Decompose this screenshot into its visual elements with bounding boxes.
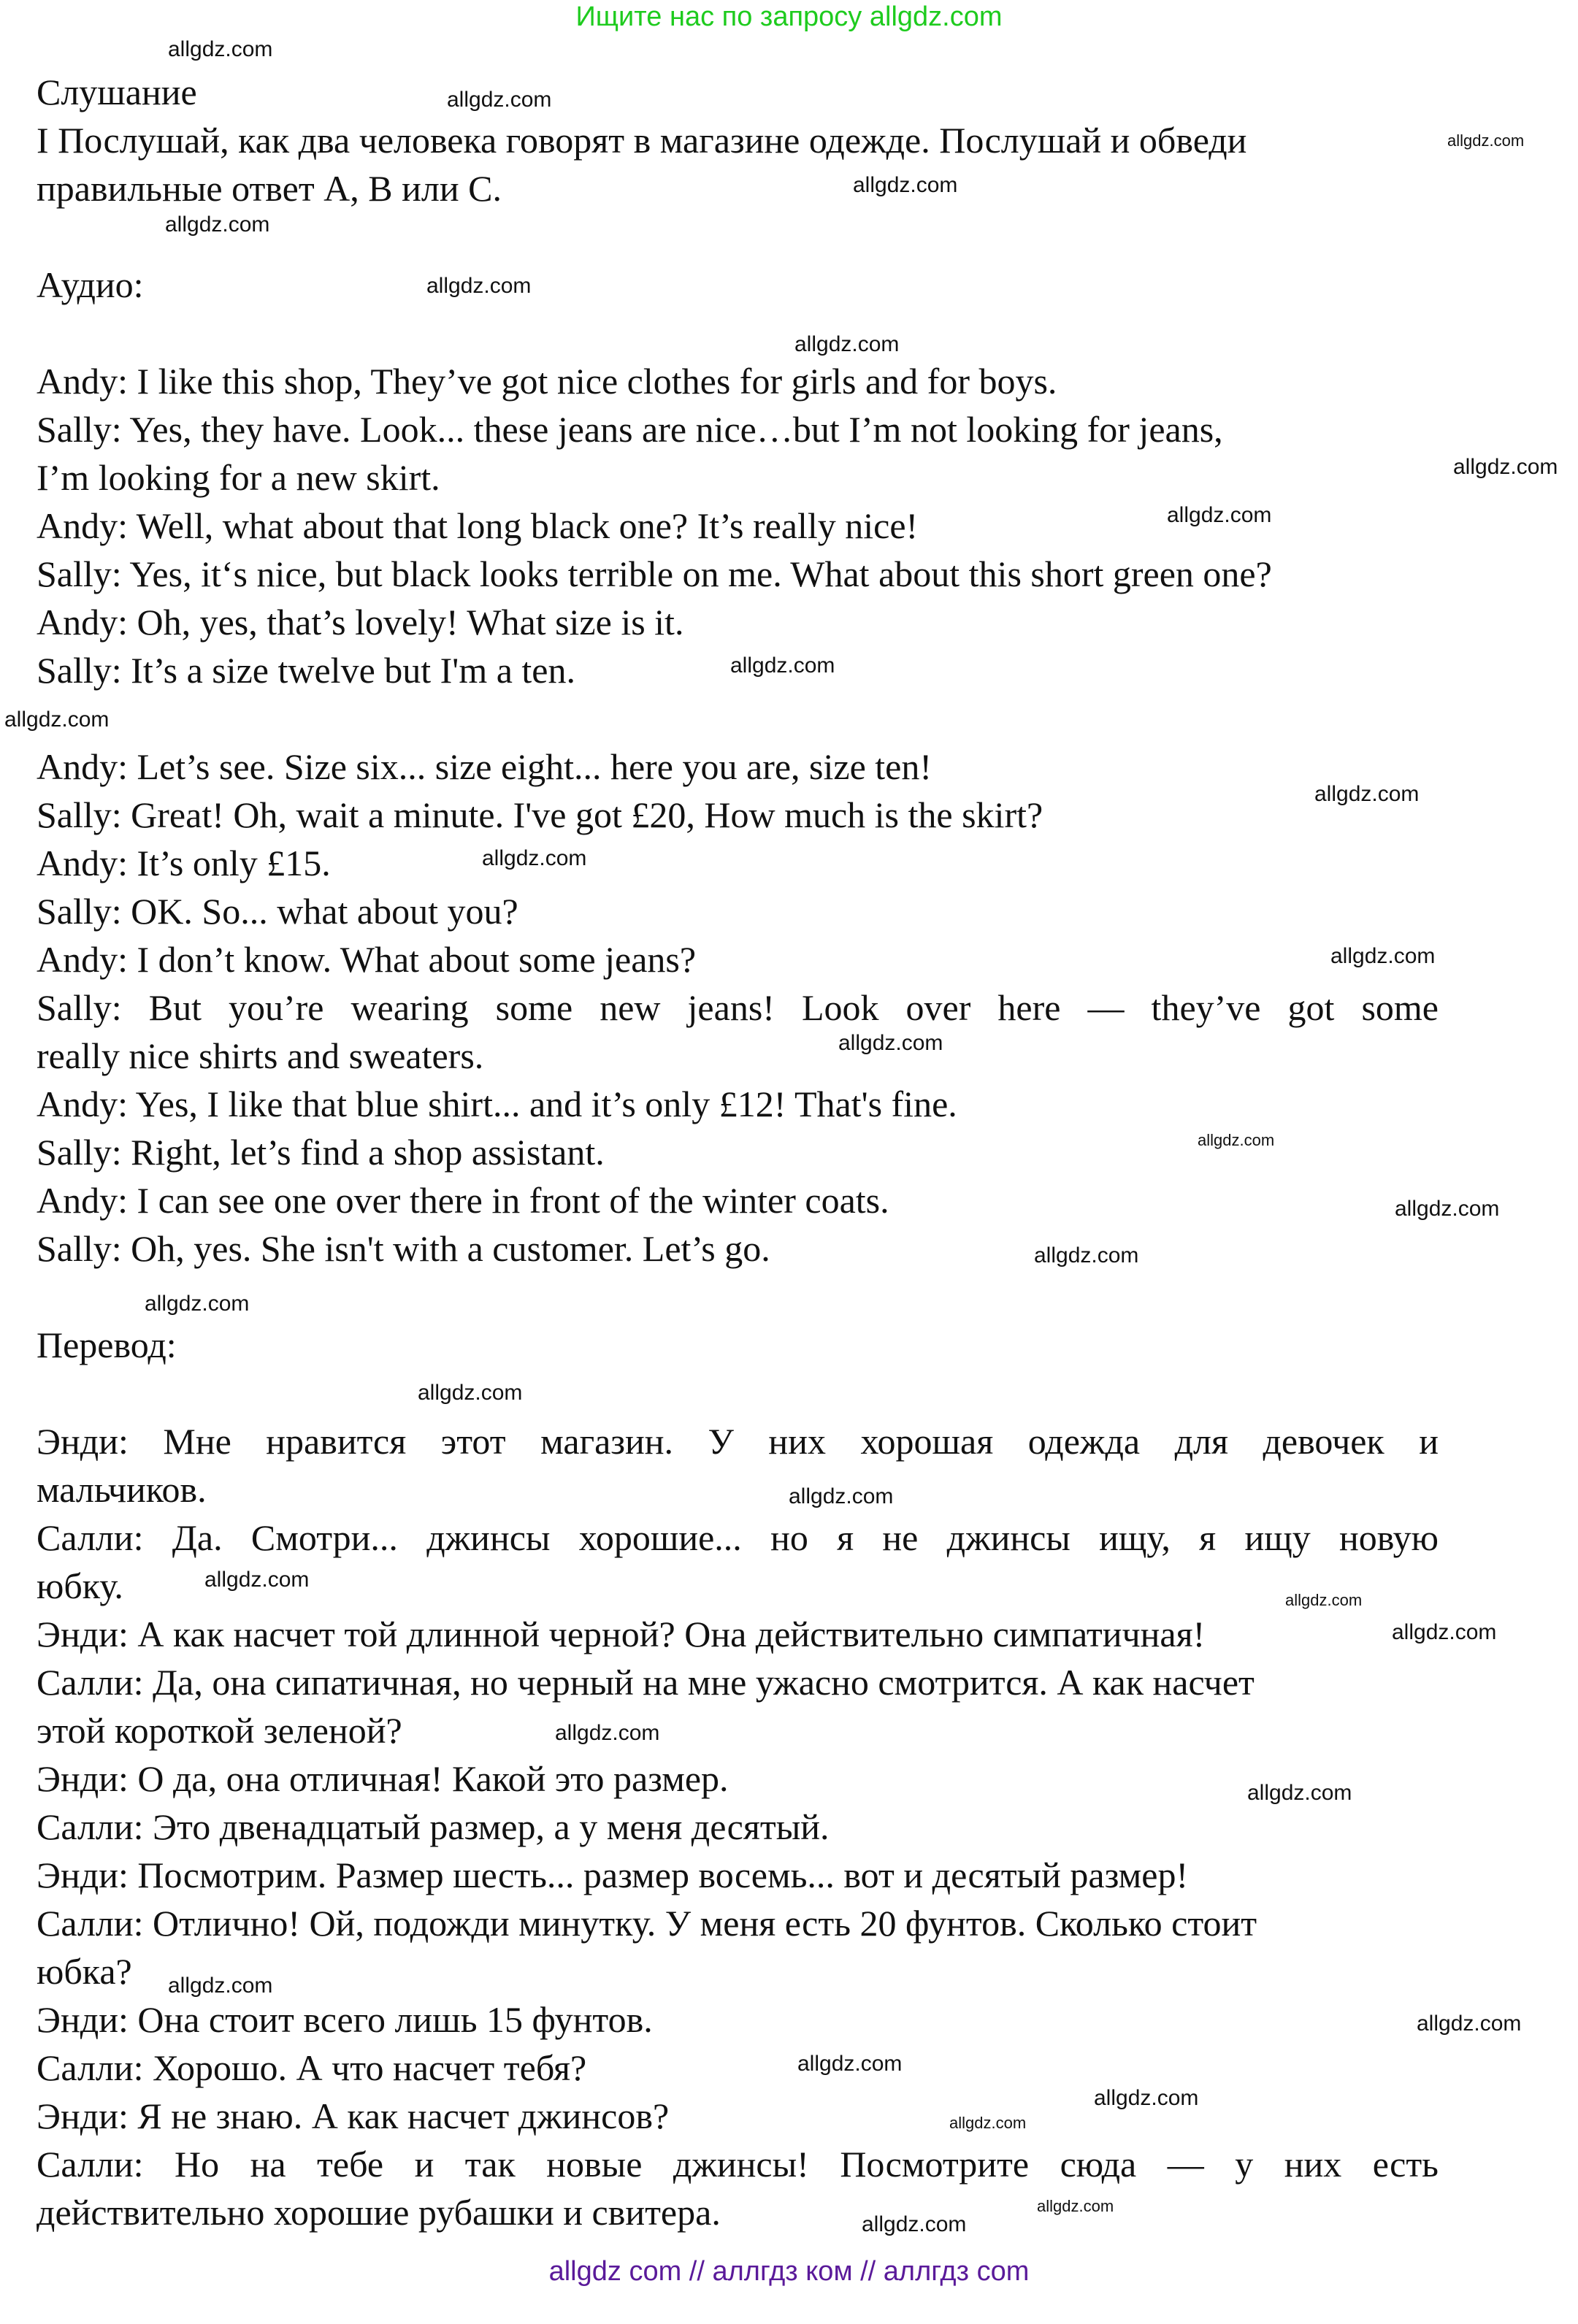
watermark: allgdz.com bbox=[1285, 1591, 1363, 1609]
text-line: Энди: Мне нравится этот магазин. У них хорошая одежда для девочек и bbox=[37, 1421, 1439, 1462]
document-body bbox=[37, 68, 1439, 2236]
text-row bbox=[37, 1851, 1439, 1899]
watermark: allgdz.com bbox=[204, 1568, 310, 1592]
text-line: I’m looking for a new skirt. bbox=[37, 457, 440, 498]
text-line: Салли: Хорошо. А что насчет тебя? bbox=[37, 2047, 587, 2088]
text-row bbox=[37, 357, 1439, 405]
text-line: Перевод: bbox=[37, 1324, 177, 1365]
text-row bbox=[37, 68, 1439, 116]
text-line: really nice shirts and sweaters. bbox=[37, 1035, 484, 1076]
text-line: Энди: Она стоит всего лишь 15 фунтов. bbox=[37, 1999, 653, 2040]
watermark: allgdz.com bbox=[1392, 1620, 1497, 1644]
text-line: Sally: Great! Oh, wait a minute. I've got £20, How much is the skirt? bbox=[37, 794, 1043, 835]
text-line: I Послушай, как два человека говорят в магазине одежде. Послушай и обведи bbox=[37, 120, 1247, 161]
watermark: allgdz.com bbox=[1034, 1243, 1139, 1268]
text-line: Sally: Right, let’s find a shop assistant. bbox=[37, 1132, 605, 1173]
text-row bbox=[37, 983, 1439, 1032]
blank-line bbox=[37, 1369, 1439, 1417]
text-line: Энди: О да, она отличная! Какой это размер. bbox=[37, 1758, 729, 1799]
text-line: Andy: I like this shop, They’ve got nice clothes for girls and for boys. bbox=[37, 361, 1057, 402]
text-row bbox=[37, 1465, 1439, 1514]
watermark: allgdz.com bbox=[1167, 503, 1272, 527]
footer-links: allgdz com // аллгдз ком // аллгдз com bbox=[548, 2256, 1030, 2287]
text-row bbox=[37, 935, 1439, 983]
text-line: Andy: I don’t know. What about some jeans? bbox=[37, 939, 697, 980]
text-row bbox=[37, 2092, 1439, 2140]
text-line: Sally: Yes, it‘s nice, but black looks terrible on me. What about this short green one? bbox=[37, 553, 1272, 594]
watermark: allgdz.com bbox=[838, 1031, 943, 1055]
watermark: allgdz.com bbox=[1037, 2197, 1114, 2215]
watermark: allgdz.com bbox=[426, 274, 532, 298]
text-row bbox=[37, 598, 1439, 646]
watermark: allgdz.com bbox=[1447, 131, 1525, 150]
watermark: allgdz.com bbox=[797, 2052, 903, 2076]
text-line: Энди: А как насчет той длинной черной? Она действительно симпатичная! bbox=[37, 1614, 1206, 1654]
watermark: allgdz.com bbox=[1417, 2012, 1522, 2036]
text-line: Sally: Oh, yes. She isn't with a customer. Let’s go. bbox=[37, 1228, 770, 1269]
text-row bbox=[37, 1754, 1439, 1803]
text-line: Энди: Посмотрим. Размер шесть... размер восемь... вот и десятый размер! bbox=[37, 1855, 1189, 1895]
text-line: действительно хорошие рубашки и свитера. bbox=[37, 2192, 721, 2233]
text-line: юбка? bbox=[37, 1951, 132, 1992]
text-row bbox=[37, 1176, 1439, 1224]
watermark: allgdz.com bbox=[555, 1721, 660, 1745]
text-row bbox=[37, 261, 1439, 309]
text-line: Andy: Yes, I like that blue shirt... and it’s only £12! That's fine. bbox=[37, 1084, 957, 1124]
text-line: Слушание bbox=[37, 72, 197, 112]
text-line: Sally: Yes, they have. Look... these jeans are nice…but I’m not looking for jeans, bbox=[37, 409, 1223, 450]
text-line: Andy: I can see one over there in front of the winter coats. bbox=[37, 1180, 889, 1221]
text-line: Andy: Oh, yes, that’s lovely! What size is it. bbox=[37, 602, 684, 643]
text-row bbox=[37, 1032, 1439, 1080]
text-line: Sally: OK. So... what about you? bbox=[37, 891, 518, 932]
watermark: allgdz.com bbox=[853, 173, 958, 197]
watermark: allgdz.com bbox=[1395, 1197, 1500, 1221]
text-line: юбку. bbox=[37, 1565, 123, 1606]
text-line: Sally: It’s a size twelve but I'm a ten. bbox=[37, 650, 575, 691]
text-row bbox=[37, 1417, 1439, 1465]
text-line: мальчиков. bbox=[37, 1469, 207, 1510]
text-row bbox=[37, 1610, 1439, 1658]
text-row bbox=[37, 550, 1439, 598]
text-line: этой короткой зеленой? bbox=[37, 1710, 402, 1751]
watermark: allgdz.com bbox=[145, 1292, 250, 1316]
text-line: Sally: But you’re wearing some new jeans! Look over here — they’ve got some bbox=[37, 987, 1439, 1028]
watermark: allgdz.com bbox=[789, 1484, 894, 1508]
watermark: allgdz.com bbox=[794, 332, 900, 356]
watermark: allgdz.com bbox=[168, 37, 273, 61]
watermark: allgdz.com bbox=[1314, 782, 1420, 806]
search-banner: Ищите нас по запросу allgdz.com bbox=[575, 1, 1003, 32]
text-row bbox=[37, 1514, 1439, 1562]
text-line: Andy: It’s only £15. bbox=[37, 843, 331, 883]
text-line: Andy: Let’s see. Size six... size eight... here you are, size ten! bbox=[37, 746, 932, 787]
watermark: allgdz.com bbox=[4, 707, 110, 732]
watermark: allgdz.com bbox=[1198, 1131, 1275, 1149]
text-line: Andy: Well, what about that long black one? It’s really nice! bbox=[37, 505, 919, 546]
text-row bbox=[37, 2188, 1439, 2236]
watermark: allgdz.com bbox=[949, 2114, 1027, 2132]
text-row bbox=[37, 1803, 1439, 1851]
blank-line bbox=[37, 694, 1439, 743]
text-row bbox=[37, 2044, 1439, 2092]
text-line: правильные ответ A, B или C. bbox=[37, 168, 502, 209]
watermark: allgdz.com bbox=[1094, 2086, 1199, 2110]
text-row bbox=[37, 1080, 1439, 1128]
text-line: Аудио: bbox=[37, 264, 144, 305]
text-line: Салли: Но на тебе и так новые джинсы! Посмотрите сюда — у них есть bbox=[37, 2144, 1439, 2185]
text-line: Салли: Да. Смотри... джинсы хорошие... но я не джинсы ищу, я ищу новую bbox=[37, 1517, 1439, 1558]
text-line: Салли: Отлично! Ой, подожди минутку. У меня есть 20 фунтов. Сколько стоит bbox=[37, 1903, 1257, 1944]
watermark: allgdz.com bbox=[1247, 1781, 1352, 1805]
text-row bbox=[37, 1995, 1439, 2044]
watermark: allgdz.com bbox=[447, 88, 552, 112]
watermark: allgdz.com bbox=[862, 2212, 967, 2236]
text-line: Энди: Я не знаю. А как насчет джинсов? bbox=[37, 2095, 670, 2136]
text-row bbox=[37, 887, 1439, 935]
text-row bbox=[37, 405, 1439, 453]
text-row bbox=[37, 1706, 1439, 1754]
blank-line bbox=[37, 309, 1439, 357]
watermark: allgdz.com bbox=[168, 1974, 273, 1998]
text-row bbox=[37, 453, 1439, 502]
text-row bbox=[37, 839, 1439, 887]
text-line: Салли: Да, она сипатичная, но черный на мне ужасно смотрится. А как насчет bbox=[37, 1662, 1255, 1703]
watermark: allgdz.com bbox=[482, 846, 587, 870]
watermark: allgdz.com bbox=[730, 653, 835, 678]
text-row bbox=[37, 791, 1439, 839]
text-row bbox=[37, 743, 1439, 791]
watermark: allgdz.com bbox=[1330, 944, 1436, 968]
text-row bbox=[37, 1899, 1439, 1947]
watermark: allgdz.com bbox=[165, 212, 270, 237]
watermark: allgdz.com bbox=[418, 1381, 523, 1405]
watermark: allgdz.com bbox=[1453, 455, 1558, 479]
text-row bbox=[37, 1658, 1439, 1706]
text-row bbox=[37, 2140, 1439, 2188]
text-row bbox=[37, 1224, 1439, 1273]
text-row bbox=[37, 116, 1439, 164]
text-row bbox=[37, 1321, 1439, 1369]
text-row bbox=[37, 164, 1439, 212]
text-line: Салли: Это двенадцатый размер, а у меня десятый. bbox=[37, 1806, 830, 1847]
